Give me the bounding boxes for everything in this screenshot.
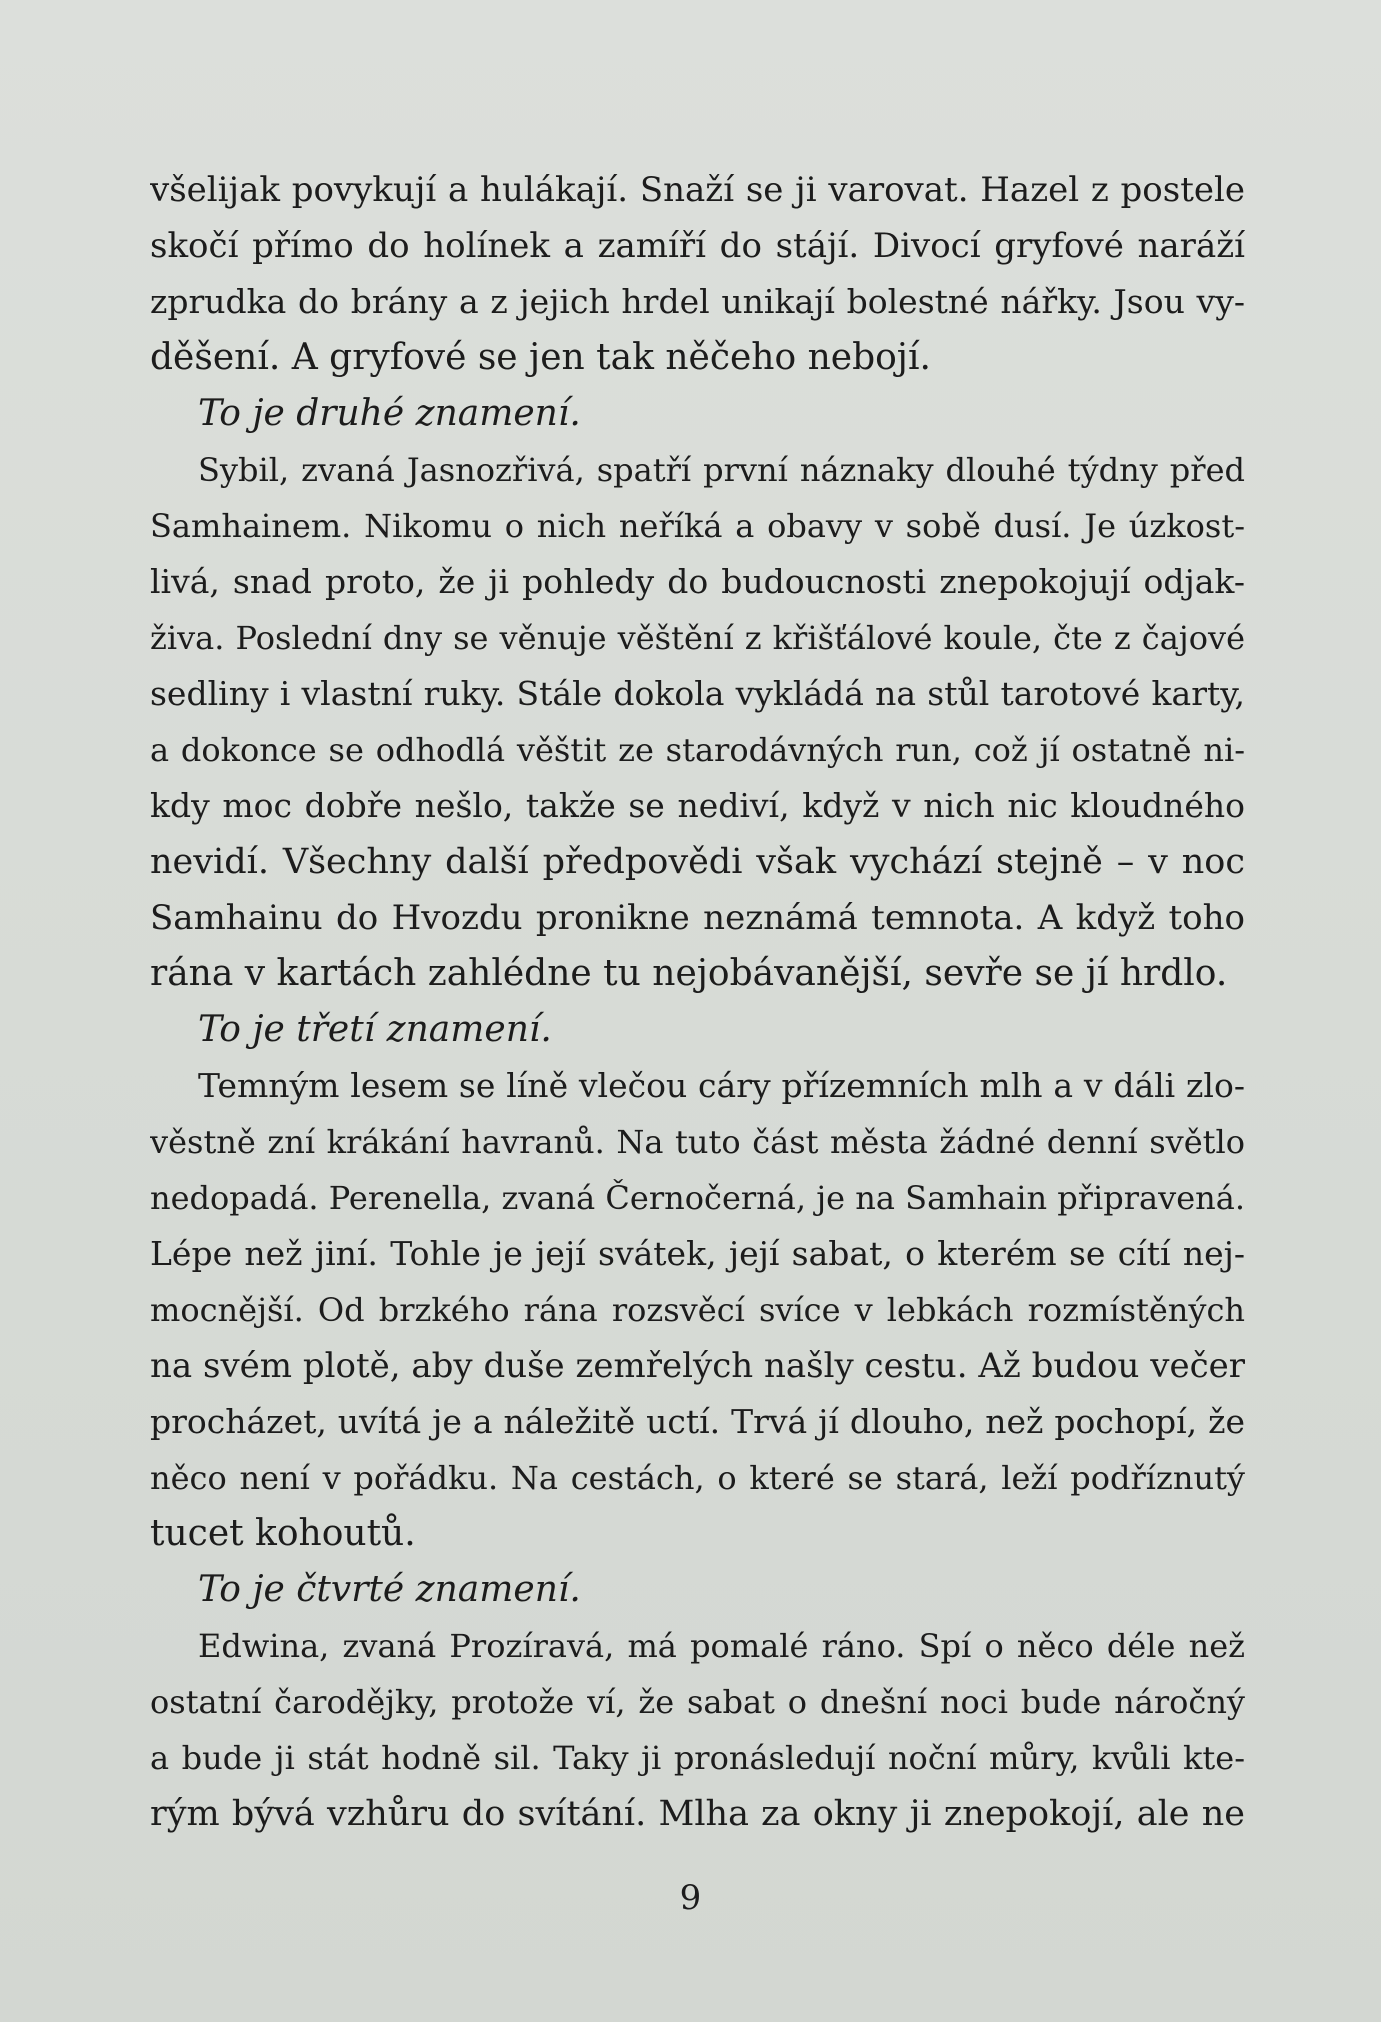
text-line: ostatní čarodějky, protože ví, že sabat o dnešní noci bude náročný [150, 1683, 1245, 1721]
text-line: procházet, uvítá je a náležitě uctí. Trvá jí dlouho, než pochopí, že [150, 1402, 1245, 1441]
text-line: živa. Poslední dny se věnuje věštění z křišťálové koule, čte z čajové [150, 619, 1245, 657]
text-line: děšení. A gryfové se jen tak něčeho nebojí. [150, 337, 931, 378]
text-line: všelijak povykují a hulákají. Snaží se ji varovat. Hazel z postele [150, 170, 1245, 210]
text-line: Lépe než jiní. Tohle je její svátek, její sabat, o kterém se cítí nej- [150, 1234, 1245, 1273]
text-line: zprudka do brány a z jejich hrdel unikají bolestné nářky. Jsou vy- [150, 282, 1245, 321]
text-line: Temným lesem se líně vlečou cáry přízemních mlh a v dáli zlo- [198, 1066, 1245, 1105]
text-line: Samhainu do Hvozdu pronikne neznámá temnota. A když toho [150, 898, 1245, 938]
text-line: věstně zní krákání havranů. Na tuto část města žádné denní světlo [150, 1123, 1245, 1161]
text-line: tucet kohoutů. [150, 1513, 416, 1554]
text-line: nevidí. Všechny další předpovědi však vychází stejně – v noc [150, 842, 1245, 882]
text-line: Sybil, zvaná Jasnozřivá, spatří první náznaky dlouhé týdny před [198, 451, 1245, 489]
text-line: rým bývá vzhůru do svítání. Mlha za okny ji znepokojí, ale ne [150, 1794, 1245, 1834]
text-line: Edwina, zvaná Prozíravá, má pomalé ráno. Spí o něco déle než [198, 1627, 1245, 1665]
text-line: a dokonce se odhodlá věštit ze starodávných run, což jí ostatně ni- [150, 731, 1245, 769]
text-line: nedopadá. Perenella, zvaná Černočerná, je na Samhain připravená. [150, 1179, 1245, 1217]
italic-sign-line: To je třetí znamení. [198, 1009, 552, 1050]
text-line: kdy moc dobře nešlo, takže se nediví, když v nich nic kloudného [150, 786, 1245, 825]
italic-sign-line: To je druhé znamení. [198, 393, 581, 434]
text-line: Samhainem. Nikomu o nich neříká a obavy v sobě dusí. Je úzkost- [150, 507, 1245, 545]
text-line: a bude ji stát hodně sil. Taky ji pronásledují noční můry, kvůli kte- [150, 1739, 1245, 1777]
text-line: na svém plotě, aby duše zemřelých našly cestu. Až budou večer [150, 1346, 1245, 1386]
page-number: 9 [679, 1878, 702, 1918]
text-line: skočí přímo do holínek a zamíří do stájí. Divocí gryfové naráží [150, 226, 1245, 266]
italic-sign-line: To je čtvrté znamení. [198, 1569, 581, 1610]
text-line: mocnější. Od brzkého rána rozsvěcí svíce v lebkách rozmístěných [150, 1291, 1245, 1329]
text-line: livá, snad proto, že ji pohledy do budoucnosti znepokojují odjak- [150, 562, 1245, 601]
text-line: něco není v pořádku. Na cestách, o které se stará, leží podříznutý [150, 1459, 1245, 1497]
text-line: sedliny i vlastní ruky. Stále dokola vykládá na stůl tarotové karty, [150, 674, 1245, 713]
text-line: rána v kartách zahlédne tu nejobávanější, sevře se jí hrdlo. [150, 953, 1228, 994]
